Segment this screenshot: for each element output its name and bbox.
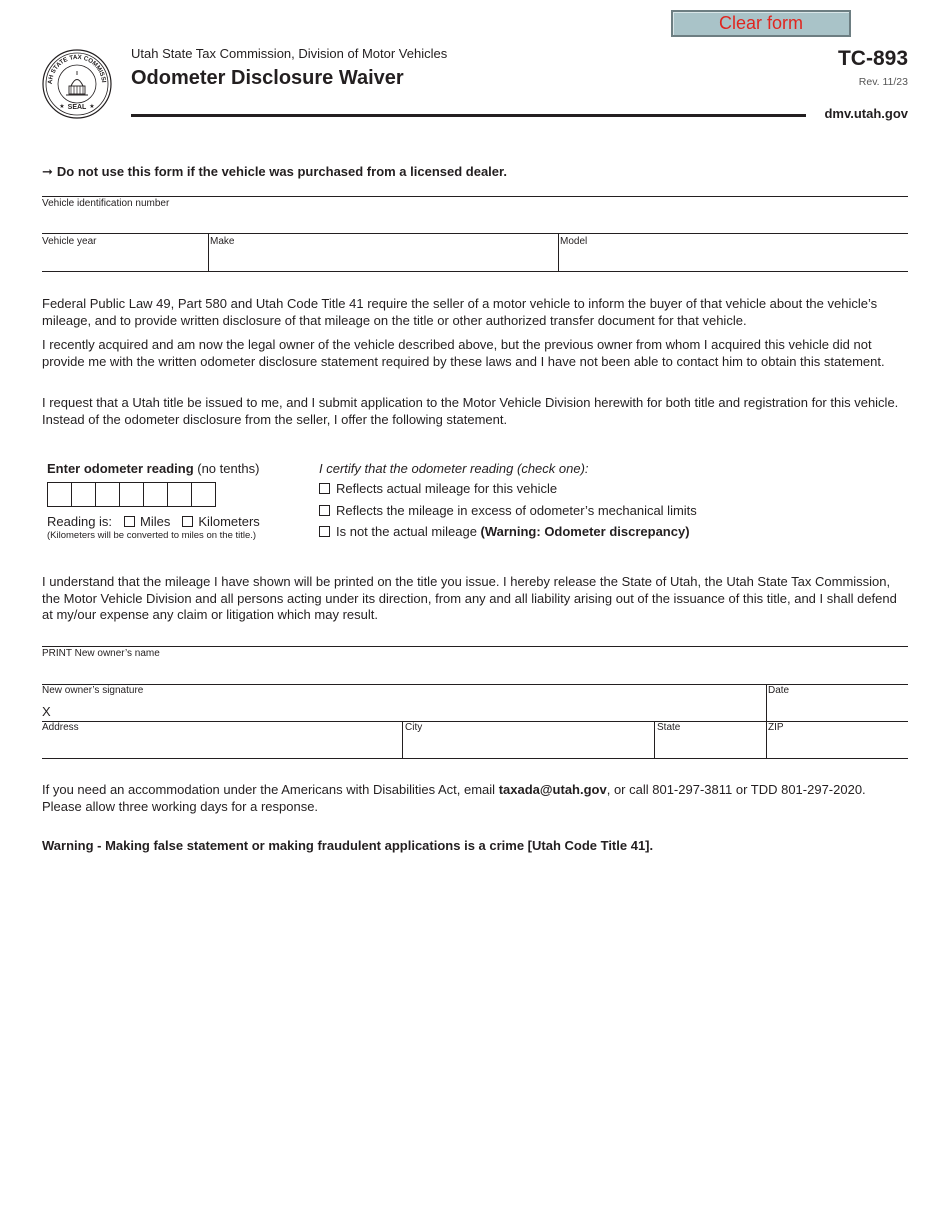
odometer-digit-6[interactable] [167,482,192,507]
actual-mileage-checkbox[interactable] [319,483,330,494]
make-field[interactable] [209,234,557,271]
paragraph-release: I understand that the mileage I have shown will be printed on the title you issue. I hereby release the State of Utah, the Utah State Tax Commission, the Motor Vehicle Division and all persons acting under its direction, from any and all liability arising out of the issuance of this title, and I shall defend at my/our expense any claim or litigation which may result. [42,574,897,622]
not-actual-mileage-checkbox[interactable] [319,526,330,537]
arrow-right-icon: ➞ [42,164,53,179]
clear-form-button[interactable]: Clear form [671,10,851,37]
certify-heading: I certify that the odometer reading (check one): [319,461,589,476]
vehicle-year-label: Vehicle year [42,236,97,247]
odometer-digit-boxes [47,482,215,507]
kilometers-label: Kilometers [198,514,260,529]
revision-date: Rev. 11/23 [858,76,908,88]
kilometers-note: (Kilometers will be converted to miles on the title.) [47,530,257,541]
reading-is-label: Reading is: [47,514,113,529]
signature-x-mark: X [42,704,51,719]
owner-name-label: PRINT New owner’s name [42,648,160,659]
vehicle-year-field[interactable] [42,234,207,271]
address-field[interactable] [42,722,401,758]
odometer-digit-1[interactable] [47,482,72,507]
excess-mileage-checkbox[interactable] [319,505,330,516]
odometer-digit-7[interactable] [191,482,216,507]
odometer-heading-bold: Enter odometer reading [47,461,194,476]
fraud-warning: Warning - Making false statement or making fraudulent applications is a crime [Utah Code Title 41]. [42,838,654,853]
form-number: TC-893 [837,47,908,70]
kilometers-option[interactable] [182,514,259,529]
divider [42,758,908,759]
miles-option[interactable] [124,514,170,529]
certify-option-actual[interactable] [319,481,557,496]
vin-label: Vehicle identification number [42,198,170,209]
odometer-reading-heading [47,461,259,476]
seal-word: SEAL [67,104,87,111]
agency-name: Utah State Tax Commission, Division of Motor Vehicles [131,46,448,61]
miles-checkbox[interactable] [124,516,135,527]
certify-option-label: Reflects actual mileage for this vehicle [336,481,558,496]
odometer-heading-note: (no tenths) [193,461,260,476]
vin-field[interactable] [42,197,908,233]
odometer-digit-5[interactable] [143,482,168,507]
odometer-digit-4[interactable] [119,482,144,507]
dealer-notice [42,164,507,180]
odometer-digit-3[interactable] [95,482,120,507]
kilometers-checkbox[interactable] [182,516,193,527]
certify-option-label: Is not the actual mileage [336,524,481,539]
paragraph-acquisition: I recently acquired and am now the legal owner of the vehicle described above, but the previous owner from whom I acquired this vehicle did not provide me with the written odometer disclosure statement required by these laws and I have not been able to contact him to obtain this statement. [42,337,885,369]
ada-text-start: If you need an accommodation under the Americans with Disabilities Act, email [42,782,499,797]
certify-option-label: Reflects the mileage in excess of odometer’s mechanical limits [336,503,697,518]
city-field[interactable] [403,722,653,758]
dealer-notice-text: Do not use this form if the vehicle was purchased from a licensed dealer. [56,164,507,179]
page-title: Odometer Disclosure Waiver [131,67,404,89]
ada-email-link[interactable]: taxada@utah.gov [498,782,607,797]
utah-tax-commission-seal-icon [42,49,112,119]
odometer-digit-2[interactable] [71,482,96,507]
zip-label: ZIP [768,722,784,733]
state-label: State [657,722,681,733]
svg-text:★: ★ [59,104,65,110]
date-label: Date [768,685,790,696]
model-label: Model [560,236,588,247]
discrepancy-warning: (Warning: Odometer discrepancy) [480,524,690,539]
date-field[interactable] [767,685,908,721]
paragraph-title-request: I request that a Utah title be issued to me, and I submit application to the Motor Vehicle Division herewith for both title and registration for this vehicle. Instead of the odometer disclosure from the seller, I offer the following statement. [42,395,899,427]
city-label: City [405,722,423,733]
paragraph-federal-law: Federal Public Law 49, Part 580 and Utah Code Title 41 require the seller of a motor vehicle to inform the buyer of that vehicle about the vehicle’s mileage, and to provide written disclosure of that mileage on the title or other authorized transfer document for that vehicle. [42,296,878,328]
certify-option-excess[interactable] [319,503,697,518]
ada-accommodation-text [42,782,908,815]
state-field[interactable] [655,722,765,758]
miles-label: Miles [140,514,171,529]
certify-option-not-actual[interactable] [319,524,690,539]
reading-unit-row [47,514,260,529]
signature-label: New owner’s signature [42,685,144,696]
model-field[interactable] [559,234,908,271]
owner-name-field[interactable] [42,647,908,684]
make-label: Make [210,236,235,247]
seal-text: AH STATE TAX COMMISSI [46,53,107,85]
address-label: Address [42,722,79,733]
website-link[interactable]: dmv.utah.gov [824,106,908,121]
header-divider [131,114,806,117]
signature-field[interactable] [42,685,765,721]
svg-text:★: ★ [89,104,95,110]
zip-field[interactable] [767,722,908,758]
divider [42,271,908,272]
ada-text-end: , or call 801-297-3811 or TDD 801-297-2020. Please allow three working days for a response. [42,782,866,814]
